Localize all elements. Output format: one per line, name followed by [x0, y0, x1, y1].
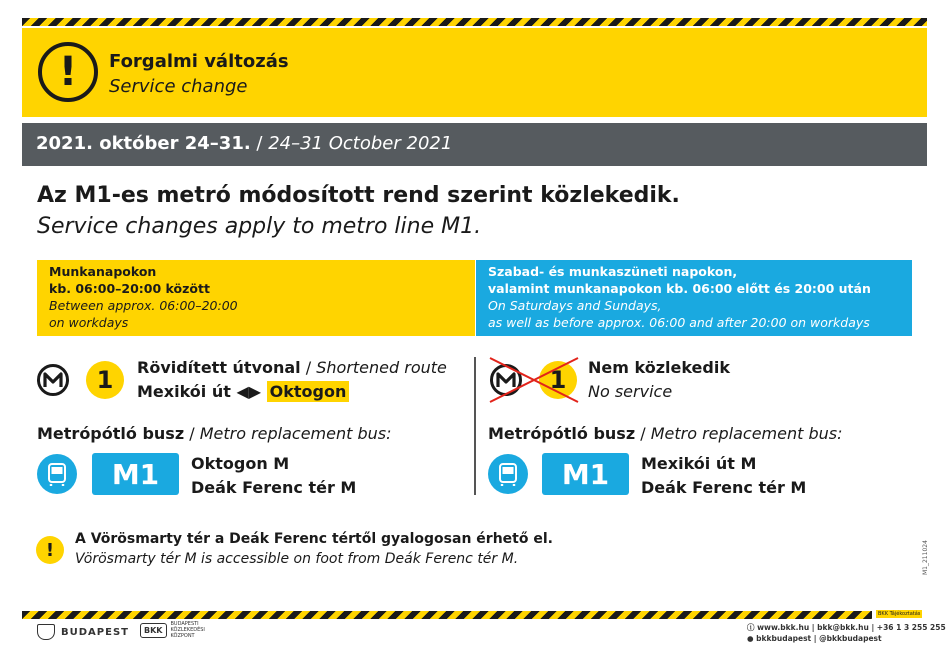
schedule-right-line4: as well as before approx. 06:00 and after 20:00 on workdays [488, 315, 870, 330]
route-title-en: Shortened route [316, 358, 447, 377]
bus-line-m1: M1 [92, 453, 179, 495]
bus-stop-2: Deák Ferenc tér M [191, 478, 357, 497]
note-en: Vörösmarty tér M is accessible on foot from Deák Ferenc tér M. [75, 551, 519, 567]
line-badge-m1: 1 [539, 361, 577, 399]
hazard-stripe-bottom [22, 611, 872, 619]
bus-icon [488, 454, 528, 494]
info-icon: ⓘ [747, 623, 758, 632]
social-icon: ● [747, 634, 757, 643]
route-line [137, 382, 349, 401]
no-service-en: No service [588, 382, 673, 401]
bus-title-sep: / [184, 424, 200, 443]
schedule-right-line2: valamint munkanapokon kb. 06:00 előtt és 20:00 után [488, 281, 871, 296]
bus-icon [37, 454, 77, 494]
bus-title-right [488, 424, 842, 443]
bus-title-en: Metro replacement bus: [650, 424, 843, 443]
no-service-status-en [588, 382, 672, 401]
exclamation-icon: ! [36, 536, 64, 564]
contact-info: www.bkk.hu | bkk@bkk.hu | +36 1 3 255 255 [757, 623, 946, 632]
exclamation-icon: ! [38, 42, 98, 102]
route-title-sep: / [300, 358, 317, 377]
coat-of-arms-icon [37, 624, 55, 640]
route-title-hu: Rövidített útvonal [137, 358, 301, 377]
no-service-hu: Nem közlekedik [588, 358, 730, 377]
bkk-full-name: BUDAPESTI KÖZLEKEDÉSI KÖZPONT [170, 621, 205, 639]
metro-logo-icon [37, 364, 69, 396]
route-title [137, 358, 447, 377]
bkk-logo [140, 621, 219, 639]
bus-line-m1: M1 [542, 453, 629, 495]
bus-stop-1: Oktogon M [191, 454, 290, 473]
contact-line-1 [747, 622, 946, 633]
document-code: M1_211024 [922, 540, 929, 575]
bus-stop-2: Deák Ferenc tér M [641, 478, 807, 497]
header-banner [22, 28, 927, 117]
schedule-left-line2: kb. 06:00–20:00 között [49, 281, 210, 296]
budapest-logo [37, 624, 129, 640]
bus-title-left [37, 424, 391, 443]
contact-social: bkkbudapest | @bkkbudapest [756, 634, 882, 643]
no-service-cross-icon [486, 354, 582, 406]
date-band [22, 123, 927, 166]
bus-stop-1: Mexikói út M [641, 454, 757, 473]
schedule-weekends [476, 260, 912, 336]
note-hu: A Vörösmarty tér a Deák Ferenc tértől gyalogosan érhető el. [75, 531, 553, 547]
budapest-wordmark: BUDAPEST [61, 626, 129, 638]
schedule-right-line1: Szabad- és munkaszüneti napokon, [488, 264, 738, 279]
route-arrows-icon: ◀▶ [230, 382, 267, 401]
bkk-tag: BKK Tájékoztatás [878, 611, 921, 617]
bkk-wordmark: BKK [140, 623, 167, 638]
headline-hu: Az M1-es metró módosított rend szerint közlekedik. [37, 183, 680, 208]
bus-title-en: Metro replacement bus: [199, 424, 392, 443]
route-to: Oktogon [267, 381, 350, 402]
line-badge-m1: 1 [86, 361, 124, 399]
route-from: Mexikói út [137, 382, 231, 401]
bus-title-hu: Metrópótló busz [37, 424, 185, 443]
schedule-workdays [37, 260, 475, 336]
hazard-stripe-top [22, 18, 927, 26]
date-en: 24–31 October 2021 [268, 133, 453, 154]
header-title-hu: Forgalmi változás [109, 51, 289, 72]
schedule-left-line4: on workdays [49, 315, 129, 330]
schedule-right-line3: On Saturdays and Sundays, [488, 298, 662, 313]
bus-title-sep: / [635, 424, 651, 443]
no-service-status [588, 358, 730, 377]
panel-divider [474, 357, 476, 495]
schedule-left-line3: Between approx. 06:00–20:00 [49, 298, 238, 313]
bus-title-hu: Metrópótló busz [488, 424, 636, 443]
contact-line-2 [747, 634, 882, 643]
date-separator: / [250, 133, 269, 154]
headline-en: Service changes apply to metro line M1. [37, 214, 482, 239]
schedule-left-line1: Munkanapokon [49, 264, 157, 279]
date-hu: 2021. október 24–31. [36, 133, 251, 154]
header-title-en: Service change [109, 76, 248, 97]
